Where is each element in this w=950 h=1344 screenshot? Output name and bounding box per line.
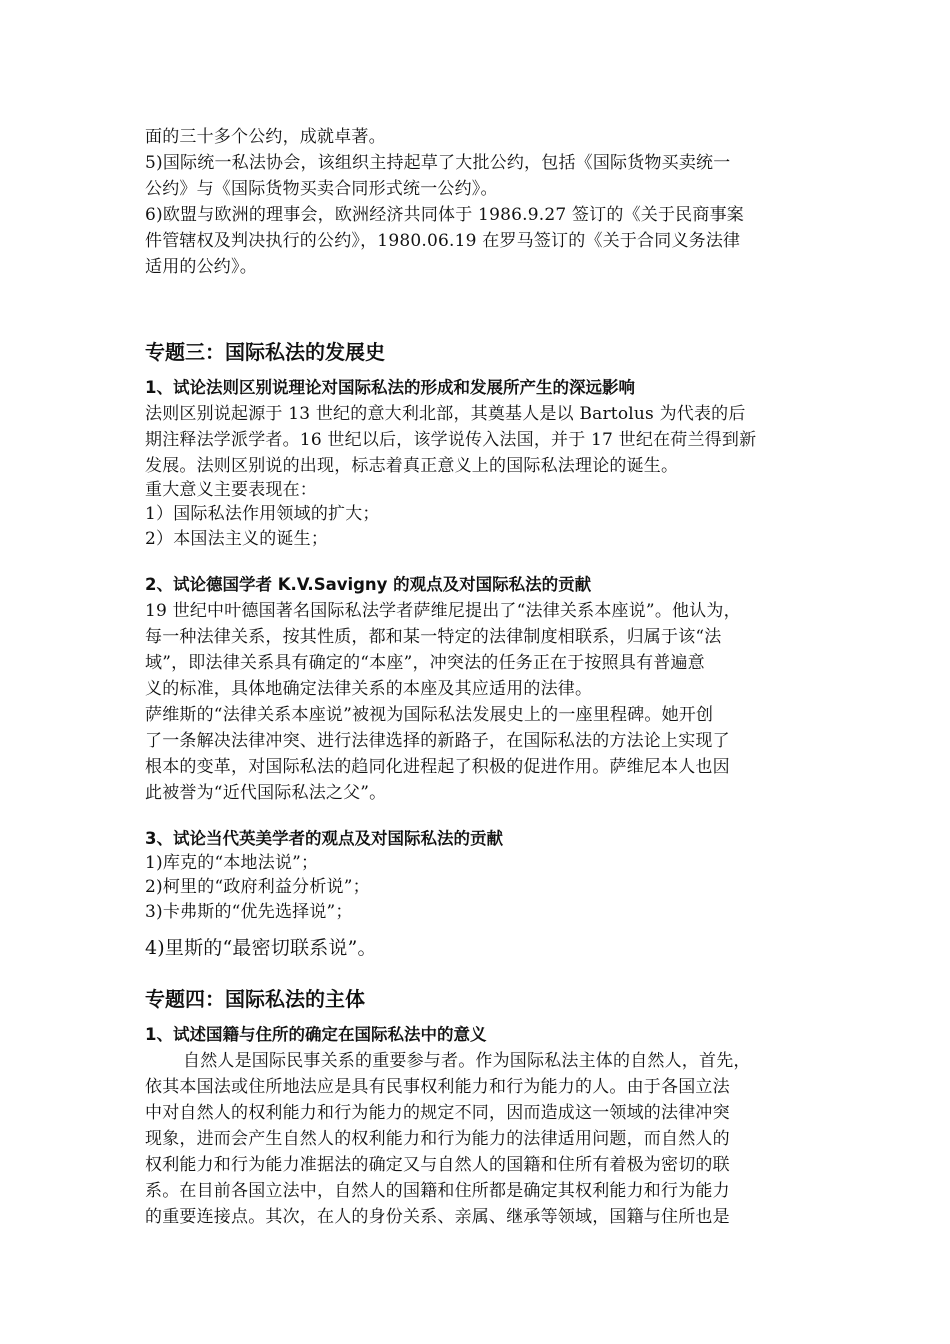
topic3-q2-line: 了一条解决法律冲突、进行法律选择的新路子，在国际私法的方法论上实现了 xyxy=(145,731,730,751)
intro-line: 5)国际统一私法协会，该组织主持起草了大批公约，包括《国际货物买卖统一 xyxy=(145,153,731,173)
intro-line: 公约》与《国际货物买卖合同形式统一公约》。 xyxy=(145,179,498,199)
topic3-q2-line: 19 世纪中叶德国著名国际私法学者萨维尼提出了“法律关系本座说”。他认为， xyxy=(145,601,741,621)
topic3-q3-line: 3)卡弗斯的“优先选择说”； xyxy=(145,902,353,922)
topic3-q3-line: 2)柯里的“政府利益分析说”； xyxy=(145,877,370,897)
topic3-heading: 专题三：国际私法的发展史 xyxy=(145,340,385,364)
topic3-q2-line: 义的标准，具体地确定法律关系的本座及其应适用的法律。 xyxy=(145,679,593,699)
intro-line: 适用的公约》。 xyxy=(145,257,257,277)
topic3-q2-line: 此被誉为“近代国际私法之父”。 xyxy=(145,783,387,803)
topic3-q2-title: 2、试论德国学者 K.V.Savigny 的观点及对国际私法的贡献 xyxy=(145,575,592,594)
topic3-q1-title: 1、试论法则区别说理论对国际私法的形成和发展所产生的深远影响 xyxy=(145,378,635,397)
topic4-q1-line: 的重要连接点。其次，在人的身份关系、亲属、继承等领域，国籍与住所也是 xyxy=(145,1207,730,1227)
topic3-q2-line: 根本的变革，对国际私法的趋同化进程起了积极的促进作用。萨维尼本人也因 xyxy=(145,757,730,777)
topic4-heading: 专题四：国际私法的主体 xyxy=(145,987,365,1011)
topic3-q1-line: 1）国际私法作用领域的扩大； xyxy=(145,504,380,524)
topic3-q2-line: 每一种法律关系，按其性质，都和某一特定的法律制度相联系，归属于该“法 xyxy=(145,627,722,647)
topic3-q1-line: 发展。法则区别说的出现，标志着真正意义上的国际私法理论的诞生。 xyxy=(145,456,679,476)
topic3-q1-line: 2）本国法主义的诞生； xyxy=(145,529,329,549)
topic3-q3-line: 1)库克的“本地法说”； xyxy=(145,853,319,873)
topic3-q3-title: 3、试论当代英美学者的观点及对国际私法的贡献 xyxy=(145,829,503,848)
topic4-q1-line: 依其本国法或住所地法应是具有民事权利能力和行为能力的人。由于各国立法 xyxy=(145,1077,730,1097)
topic3-q3-line: 4)里斯的“最密切联系说”。 xyxy=(145,937,377,959)
topic4-q1-line: 权利能力和行为能力准据法的确定又与自然人的国籍和住所有着极为密切的联 xyxy=(145,1155,730,1175)
topic3-q2-line: 萨维斯的“法律关系本座说”被视为国际私法发展史上的一座里程碑。她开创 xyxy=(145,705,714,725)
topic4-q1-line: 系。在目前各国立法中，自然人的国籍和住所都是确定其权利能力和行为能力 xyxy=(145,1181,730,1201)
topic4-q1-line: 中对自然人的权利能力和行为能力的规定不同，因而造成这一领域的法律冲突 xyxy=(145,1103,730,1123)
topic4-q1-line: 现象，进而会产生自然人的权利能力和行为能力的法律适用问题，而自然人的 xyxy=(145,1129,730,1149)
topic3-q2-line: 域”，即法律关系具有确定的“本座”，冲突法的任务正在于按照具有普遍意 xyxy=(145,653,705,673)
topic3-q1-line: 法则区别说起源于 13 世纪的意大利北部，其奠基人是以 Bartolus 为代表的后 xyxy=(145,404,746,424)
topic3-q1-line: 重大意义主要表现在： xyxy=(145,480,317,500)
intro-line: 件管辖权及判决执行的公约》，1980.06.19 在罗马签订的《关于合同义务法律 xyxy=(145,231,741,251)
intro-line: 面的三十多个公约，成就卓著。 xyxy=(145,127,386,147)
topic4-q1-line: 自然人是国际民事关系的重要参与者。作为国际私法主体的自然人，首先， xyxy=(183,1051,751,1071)
topic4-q1-title: 1、试述国籍与住所的确定在国际私法中的意义 xyxy=(145,1025,487,1044)
topic3-q1-line: 期注释法学派学者。16 世纪以后，该学说传入法国，并于 17 世纪在荷兰得到新 xyxy=(145,430,757,450)
intro-line: 6)欧盟与欧洲的理事会，欧洲经济共同体于 1986.9.27 签订的《关于民商事案 xyxy=(145,205,744,225)
